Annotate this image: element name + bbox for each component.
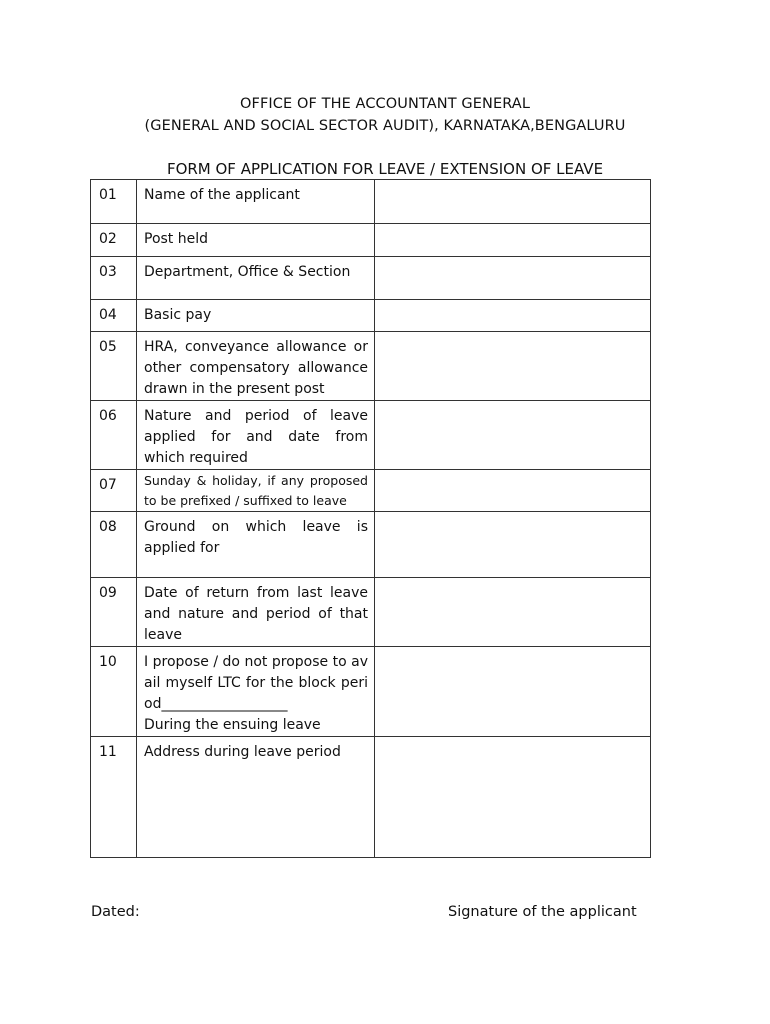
row-number: 03 xyxy=(91,257,137,300)
form-row-07 xyxy=(91,470,651,512)
address-field[interactable] xyxy=(375,737,651,858)
signature-label: Signature of the applicant xyxy=(448,904,637,920)
form-row-08 xyxy=(91,512,651,578)
row-label-applicant-name: Name of the applicant xyxy=(137,180,375,224)
row-label-ltc xyxy=(137,647,375,737)
leave-nature-field[interactable] xyxy=(375,401,651,470)
office-title: OFFICE OF THE ACCOUNTANT GENERAL xyxy=(240,96,530,112)
row-label-post-held: Post held xyxy=(137,224,375,257)
ltc-proposal-text: I propose / do not propose to avail myself LTC for the block period__________________ xyxy=(144,654,368,712)
row-number: 01 xyxy=(91,180,137,224)
form-row-10 xyxy=(91,647,651,737)
row-number: 02 xyxy=(91,224,137,257)
leave-ground-field[interactable] xyxy=(375,512,651,578)
last-leave-field[interactable] xyxy=(375,578,651,647)
row-number: 06 xyxy=(91,401,137,470)
row-number: 07 xyxy=(91,470,137,512)
applicant-name-field[interactable] xyxy=(375,180,651,224)
dated-label: Dated: xyxy=(91,904,140,920)
row-label-address: Address during leave period xyxy=(137,737,375,858)
row-label-basic-pay: Basic pay xyxy=(137,300,375,332)
form-row-01 xyxy=(91,180,651,224)
leave-application-table xyxy=(90,179,651,858)
row-label-last-leave: Date of return from last leave and nature and period of that leave xyxy=(137,578,375,647)
holidays-field[interactable] xyxy=(375,470,651,512)
post-held-field[interactable] xyxy=(375,224,651,257)
row-label-allowances: HRA, conveyance allowance or other compensatory allowance drawn in the present post xyxy=(137,332,375,401)
form-row-06 xyxy=(91,401,651,470)
basic-pay-field[interactable] xyxy=(375,300,651,332)
form-row-04 xyxy=(91,300,651,332)
row-label-leave-nature: Nature and period of leave applied for and date from which required xyxy=(137,401,375,470)
form-title: FORM OF APPLICATION FOR LEAVE / EXTENSION OF LEAVE xyxy=(166,160,604,178)
row-number: 10 xyxy=(91,647,137,737)
row-label-holidays: Sunday & holiday, if any proposed to be prefixed / suffixed to leave xyxy=(137,470,375,512)
row-number: 05 xyxy=(91,332,137,401)
ltc-field[interactable] xyxy=(375,647,651,737)
form-row-09 xyxy=(91,578,651,647)
row-number: 11 xyxy=(91,737,137,858)
row-label-leave-ground: Ground on which leave is applied for xyxy=(137,512,375,578)
row-label-department: Department, Office & Section xyxy=(137,257,375,300)
ltc-ensuing-leave-text: During the ensuing leave xyxy=(144,717,321,733)
form-row-02 xyxy=(91,224,651,257)
form-row-05 xyxy=(91,332,651,401)
form-row-03 xyxy=(91,257,651,300)
row-number: 09 xyxy=(91,578,137,647)
office-subtitle: (GENERAL AND SOCIAL SECTOR AUDIT), KARNATAKA,BENGALURU xyxy=(144,118,626,134)
allowances-field[interactable] xyxy=(375,332,651,401)
form-row-11 xyxy=(91,737,651,858)
department-field[interactable] xyxy=(375,257,651,300)
row-number: 08 xyxy=(91,512,137,578)
row-number: 04 xyxy=(91,300,137,332)
